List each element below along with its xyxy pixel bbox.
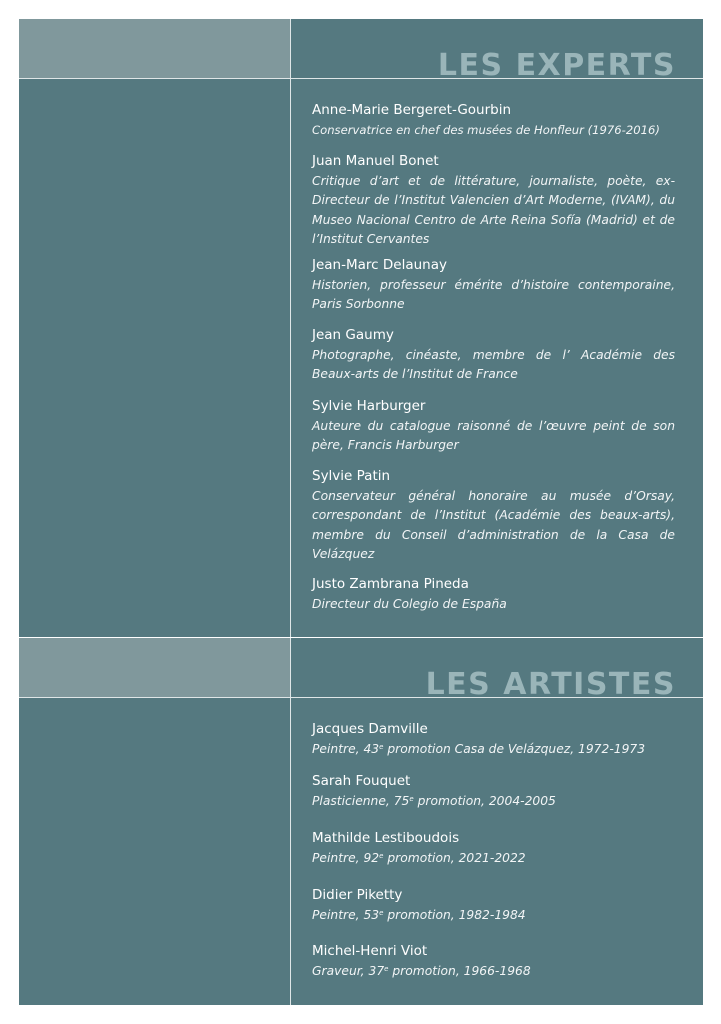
expert-role: Photographe, cinéaste, membre de l’ Académie des Beaux-arts de l’Institut de France bbox=[312, 347, 675, 381]
artist-name: Michel-Henri Viot bbox=[312, 943, 428, 959]
expert-name: Justo Zambrana Pineda bbox=[312, 576, 469, 592]
artist-entry bbox=[312, 829, 675, 868]
expert-name: Juan Manuel Bonet bbox=[312, 153, 439, 169]
expert-name: Jean Gaumy bbox=[312, 327, 394, 343]
artist-entry bbox=[312, 772, 675, 811]
expert-role: Historien, professeur émérite d’histoire contemporaine, Paris Sorbonne bbox=[312, 277, 675, 311]
artist-entry bbox=[312, 720, 675, 759]
expert-entry bbox=[312, 101, 675, 140]
column-divider bbox=[290, 19, 291, 637]
artist-entry bbox=[312, 886, 675, 925]
column-divider bbox=[290, 638, 291, 1005]
artist-name: Sarah Fouquet bbox=[312, 773, 411, 789]
artists-header-block bbox=[19, 638, 290, 697]
expert-entry bbox=[312, 575, 675, 614]
artist-role: Peintre, 92e promotion, 2021-2022 bbox=[312, 850, 526, 865]
expert-name: Jean-Marc Delaunay bbox=[312, 257, 447, 273]
expert-role: Directeur du Colegio de España bbox=[312, 596, 507, 611]
header-divider bbox=[19, 78, 703, 79]
artist-name: Jacques Damville bbox=[312, 721, 428, 737]
expert-role: Conservateur général honoraire au musée d’Orsay, correspondant de l’Institut (Académie des beaux-arts), membre du Conseil d’administration de la Casa de Velázquez bbox=[312, 488, 675, 561]
artists-title: LES ARTISTES bbox=[425, 667, 676, 697]
expert-role: Conservatrice en chef des musées de Honfleur (1976-2016) bbox=[312, 122, 660, 137]
artists-panel bbox=[19, 638, 703, 1005]
expert-entry bbox=[312, 326, 675, 385]
experts-title: LES EXPERTS bbox=[437, 48, 676, 78]
artist-entry bbox=[312, 942, 675, 981]
artist-name: Didier Piketty bbox=[312, 887, 403, 903]
expert-name: Sylvie Patin bbox=[312, 468, 391, 484]
header-divider bbox=[19, 697, 703, 698]
artist-role: Peintre, 53e promotion, 1982-1984 bbox=[312, 907, 526, 922]
expert-entry bbox=[312, 397, 675, 456]
experts-panel bbox=[19, 19, 703, 637]
artist-role: Peintre, 43e promotion Casa de Velázquez, 1972-1973 bbox=[312, 741, 646, 756]
expert-role: Auteure du catalogue raisonné de l’œuvre peint de son père, Francis Harburger bbox=[312, 418, 675, 452]
expert-entry bbox=[312, 467, 675, 565]
expert-role: Critique d’art et de littérature, journaliste, poète, ex-Directeur de l’Institut Valencien d’Art Moderne, (IVAM), du Museo Nacional Centro de Arte Reina Sofía (Madrid) et de l’Institut Cervantes bbox=[312, 173, 675, 246]
artist-role: Plasticienne, 75e promotion, 2004-2005 bbox=[312, 793, 556, 808]
expert-entry bbox=[312, 152, 675, 250]
experts-header-block bbox=[19, 19, 290, 78]
expert-name: Sylvie Harburger bbox=[312, 398, 426, 414]
artist-name: Mathilde Lestiboudois bbox=[312, 830, 460, 846]
artist-role: Graveur, 37e promotion, 1966-1968 bbox=[312, 963, 531, 978]
expert-entry bbox=[312, 256, 675, 315]
expert-name: Anne-Marie Bergeret-Gourbin bbox=[312, 102, 512, 118]
